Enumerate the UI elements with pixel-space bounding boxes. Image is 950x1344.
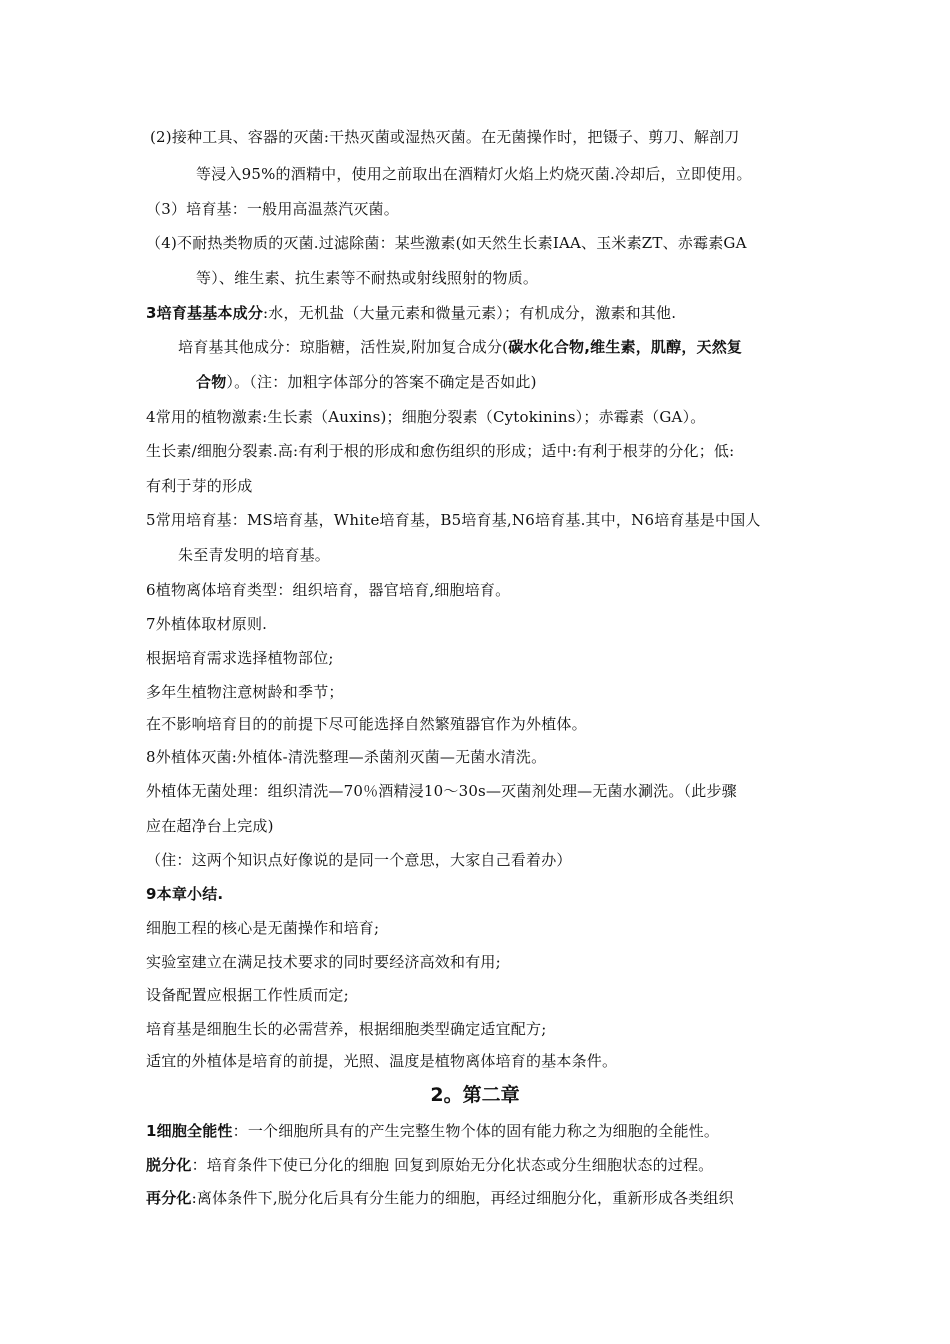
bold-term: 1细胞全能性	[146, 1122, 233, 1140]
text-line	[146, 1155, 816, 1175]
text-line: 适宜的外植体是培育的前提，光照、温度是植物离体培育的基本条件。	[146, 1052, 618, 1070]
text-line	[146, 303, 816, 323]
text-span: ）。（注：加粗字体部分的答案不确定是否如此)	[226, 373, 537, 391]
text-line: 根据培育需求选择植物部位;	[146, 649, 334, 667]
text-line: 6植物离体培育类型：组织培育，器官培育,细胞培育。	[146, 581, 511, 599]
section-heading: 9本章小结.	[146, 885, 224, 903]
text-line: 实验室建立在满足技术要求的同时要经济高效和有用;	[146, 953, 501, 971]
text-line: 等）、维生素、抗生素等不耐热或射线照射的物质。	[196, 269, 539, 287]
text-span: :水，无机盐（大量元素和微量元素）；有机成分，激素和其他.	[263, 304, 677, 322]
text-line: 8外植体灭菌:外植体-清洗整理—杀菌剂灭菌—无菌水清洗。	[146, 748, 547, 766]
text-line: 朱至青发明的培育基。	[178, 546, 331, 564]
text-line: 培育基是细胞生长的必需营养，根据细胞类型确定适宜配方;	[146, 1020, 547, 1038]
bold-term: 3培育基基本成分	[146, 304, 264, 322]
text-line: 有利于芽的形成	[146, 477, 253, 495]
bold-term: 合物	[196, 373, 227, 391]
text-line: 多年生植物注意树龄和季节；	[146, 683, 344, 701]
text-line: 等浸入95%的酒精中，使用之前取出在酒精灯火焰上灼烧灭菌.冷却后，立即使用。	[196, 165, 752, 183]
text-line: 在不影响培育目的的前提下尽可能选择自然繁殖器官作为外植体。	[146, 715, 587, 733]
text-line	[196, 372, 866, 392]
text-line	[178, 337, 848, 357]
text-span: ：培育条件下使已分化的细胞 回复到原始无分化状态或分生细胞状态的过程。	[191, 1156, 714, 1174]
text-line: 生长素/细胞分裂素.高:有利于根的形成和愈伤组织的形成；适中:有利于根芽的分化；低:	[146, 442, 735, 460]
text-line: （3）培育基：一般用高温蒸汽灭菌。	[146, 200, 399, 218]
text-line: 7外植体取材原则.	[146, 615, 268, 633]
text-line: 细胞工程的核心是无菌操作和培育;	[146, 919, 380, 937]
text-line	[146, 1121, 816, 1141]
text-line: (2)接种工具、容器的灭菌:干热灭菌或湿热灭菌。在无菌操作时，把镊子、剪刀、解剖刀	[150, 128, 740, 146]
text-line: （4)不耐热类物质的灭菌.过滤除菌：某些激素(如天然生长素IAA、玉米素ZT、赤霉素GA	[146, 234, 747, 252]
text-span: 培育基其他成分：琼脂糖，活性炭,附加复合成分(	[178, 338, 509, 356]
text-line: 4常用的植物激素:生长素（Auxins)；细胞分裂素（Cytokinins）；赤霉素（GA）。	[146, 408, 706, 426]
bold-term: 碳水化合物,维生素，肌醇，天然复	[508, 338, 743, 356]
text-line: 外植体无菌处理：组织清洗—70％酒精浸10～30s—灭菌剂处理—无菌水涮洗。（此步骤	[146, 782, 737, 800]
chapter-heading: 2。第二章	[430, 1084, 520, 1106]
text-span: :离体条件下,脱分化后具有分生能力的细胞，再经过细胞分化，重新形成各类组织	[191, 1189, 734, 1207]
text-line: （住：这两个知识点好像说的是同一个意思，大家自己看着办）	[146, 851, 572, 869]
text-line: 应在超净台上完成)	[146, 817, 274, 835]
text-line: 5常用培育基：MS培育基，White培育基，B5培育基,N6培育基.其中，N6培育基是中国人	[146, 511, 761, 529]
text-span: ：一个细胞所具有的产生完整生物个体的固有能力称之为细胞的全能性。	[232, 1122, 720, 1140]
bold-term: 再分化	[146, 1189, 192, 1207]
text-line	[146, 1188, 816, 1208]
text-line: 设备配置应根据工作性质而定;	[146, 986, 349, 1004]
bold-term: 脱分化	[146, 1156, 192, 1174]
